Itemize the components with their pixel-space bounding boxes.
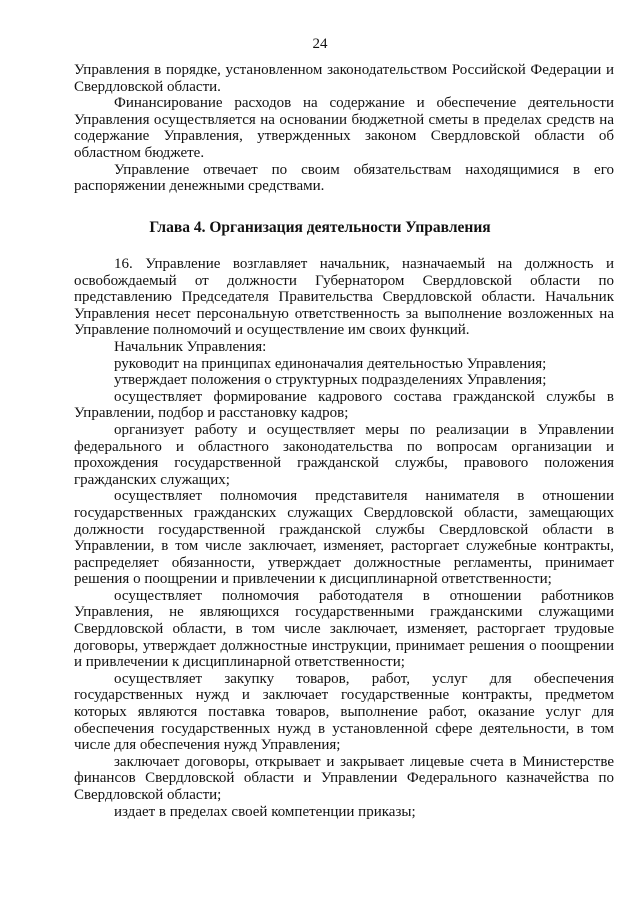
- intro-paragraph-obligations: Управление отвечает по своим обязательствам находящимися в его распоряжении денежными средствами.: [74, 161, 614, 195]
- duty-item: издает в пределах своей компетенции приказы;: [114, 803, 416, 820]
- paragraph-16: 16. Управление возглавляет начальник, назначаемый на должность и освобождаемый от должности Губернатором Свердловской области по представлению Председателя Правительства Свердловской области. Начальник Управления несет персональную ответственность за выполнение возложенных на Управление полномочий и осуществление им своих функций.: [74, 256, 614, 339]
- duty-item: руководит на принципах единоначалия деятельностью Управления;: [114, 355, 547, 372]
- head-of-department-intro: Начальник Управления:: [114, 338, 267, 355]
- duty-item: осуществляет закупку товаров, работ, услуг для обеспечения государственных нужд и заключает государственные контракты, предметом которых являются поставка товаров, выполнение работ, оказание услуг для обеспечения государственных нужд в установленной сфере деятельности, в том числе для обеспечения нужд Управления;: [74, 670, 614, 754]
- intro-text-block: [74, 62, 614, 195]
- duty-item: заключает договоры, открывает и закрывает лицевые счета в Министерстве финансов Свердловской области и Управлении Федерального казначейства по Свердловской области;: [74, 753, 614, 803]
- duty-item: осуществляет формирование кадрового состава гражданской службы в Управлении, подбор и расстановку кадров;: [74, 388, 614, 422]
- chapter-heading: Глава 4. Организация деятельности Управления: [149, 219, 491, 236]
- intro-paragraph-financing: Финансирование расходов на содержание и обеспечение деятельности Управления осуществляется на основании бюджетной сметы в пределах средств на содержание Управления, утвержденных законом Свердловской области об областном бюджете.: [74, 95, 614, 161]
- page-number: 24: [312, 36, 328, 52]
- duty-item: осуществляет полномочия работодателя в отношении работников Управления, не являющихся государственными гражданскими служащими Свердловской области, в том числе заключает, изменяет, расторгает трудовые договоры, утверждает должностные инструкции, принимает решения о поощрении и привлечении к дисциплинарной ответственности;: [74, 587, 614, 671]
- duty-item: утверждает положения о структурных подразделениях Управления;: [114, 372, 547, 389]
- intro-paragraph-continuation: Управления в порядке, установленном законодательством Российской Федерации и Свердловской области.: [74, 62, 614, 95]
- chapter-text-block: [74, 256, 614, 820]
- duty-item: осуществляет полномочия представителя нанимателя в отношении государственных гражданских служащих Свердловской области, замещающих должности государственной гражданской службы Свердловской области в Управлении, в том числе заключает, изменяет, расторгает служебные контракты, распределяет обязанности, утверждает должностные регламенты, принимает решения о поощрении и привлечении к дисциплинарной ответственности;: [74, 488, 614, 588]
- duty-item: организует работу и осуществляет меры по реализации в Управлении федерального и областного законодательства по вопросам организации и прохождения государственной гражданской службы, правового положения гражданских служащих;: [74, 421, 614, 488]
